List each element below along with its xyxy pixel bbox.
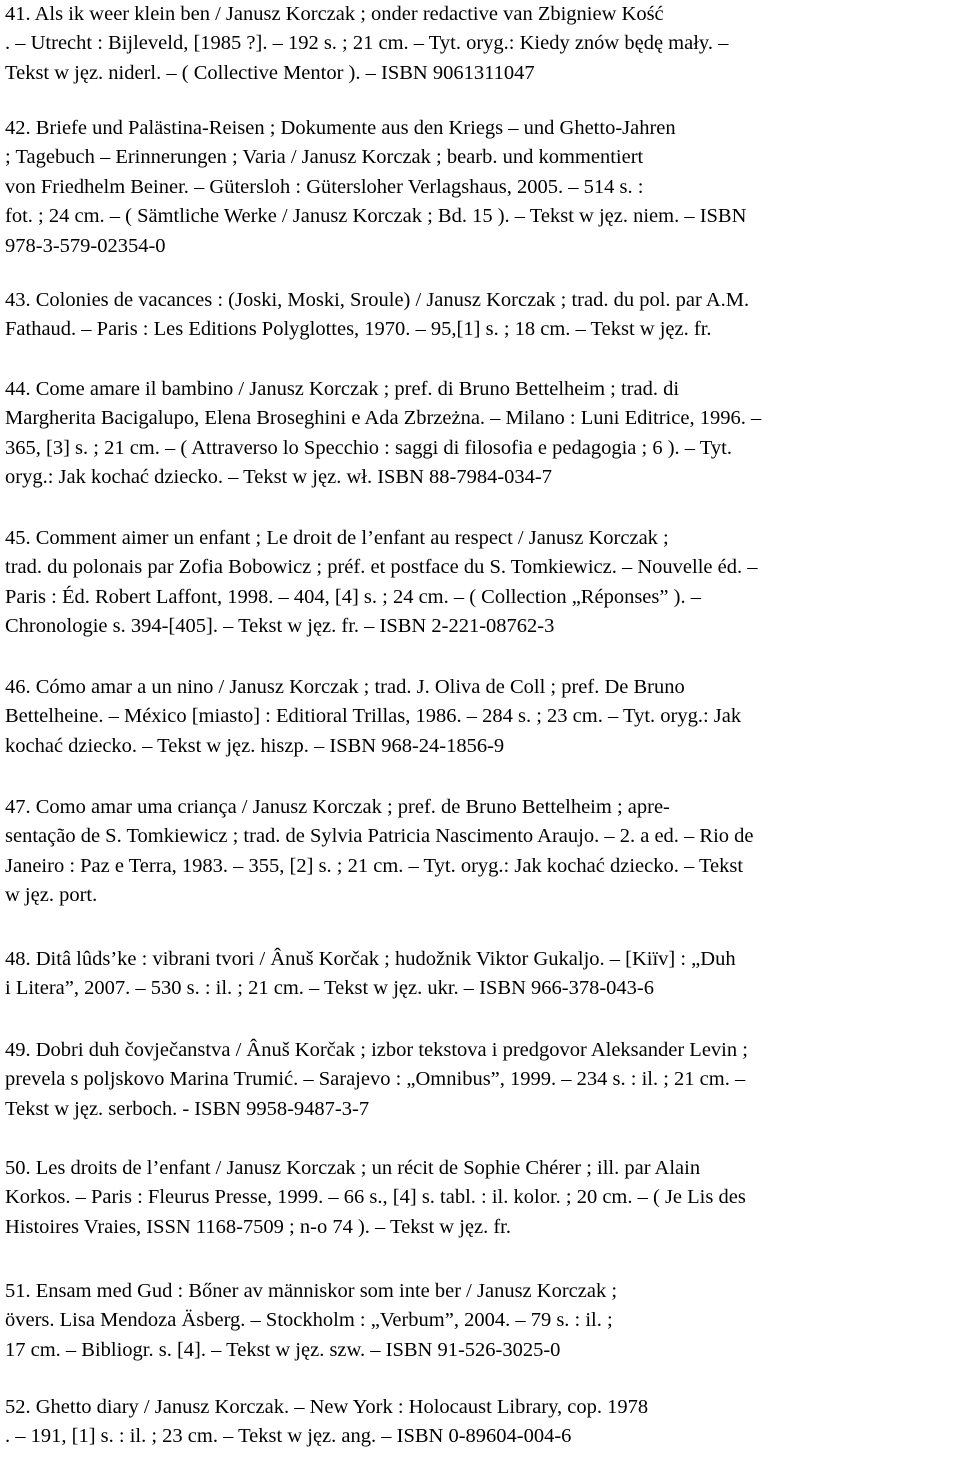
entry-line: . – Utrecht : Bijleveld, [1985 ?]. – 192 s. ; 21 cm. – Tyt. oryg.: Kiedy znów będę mały. – [5,32,729,55]
entry-line: . – 191, [1] s. : il. ; 23 cm. – Tekst w jęz. ang. – ISBN 0-89604-004-6 [5,1425,572,1448]
entry-line: ; Tagebuch – Erinnerungen ; Varia / Janusz Korczak ; bearb. und kommentiert [5,146,644,169]
bibliography-entry-48 [5,945,955,1004]
entry-line: kochać dziecko. – Tekst w jęz. hiszp. – ISBN 968-24-1856-9 [5,734,505,757]
bibliography-entry-42 [5,114,955,261]
bibliography-entry-49 [5,1036,955,1124]
entry-line: Tekst w jęz. serboch. - ISBN 9958-9487-3-7 [5,1097,370,1120]
entry-line: 51. Ensam med Gud : Bőner av människor som inte ber / Janusz Korczak ; [5,1280,618,1302]
entry-line: von Friedhelm Beiner. – Gütersloh : Gütersloher Verlagshaus, 2005. – 514 s. : [5,175,644,198]
entry-line: 45. Comment aimer un enfant ; Le droit de l’enfant au respect / Janusz Korczak ; [5,527,669,549]
bibliography-entry-52 [5,1393,955,1452]
entry-line: w jęz. port. [5,884,98,907]
bibliography-entry-50 [5,1154,955,1242]
bibliography-entry-43 [5,286,955,345]
bibliography-entry-45 [5,524,955,642]
entry-line: 48. Ditâ lûds’ke : vibrani tvori / Ânuš Korčak ; hudožnik Viktor Gukaljo. – [Kiïv] : „Duh [5,948,736,970]
entry-line: trad. du polonais par Zofia Bobowicz ; préf. et postface du S. Tomkiewicz. – Nouvelle éd. – [5,556,758,579]
entry-line: 42. Briefe und Palästina-Reisen ; Dokumente aus den Kriegs – und Ghetto-Jahren [5,117,676,139]
bibliography-entry-46 [5,673,955,761]
entry-line: 978-3-579-02354-0 [5,234,166,257]
entry-line: 43. Colonies de vacances : (Joski, Moski, Sroule) / Janusz Korczak ; trad. du pol. par A.M. [5,289,750,311]
entry-line: Bettelheine. – México [miasto] : Editioral Trillas, 1986. – 284 s. ; 23 cm. – Tyt. oryg.: Jak [5,705,742,728]
entry-line: oryg.: Jak kochać dziecko. – Tekst w jęz. wł. ISBN 88-7984-034-7 [5,466,553,489]
entry-line: 365, [3] s. ; 21 cm. – ( Attraverso lo Specchio : saggi di filosofia e pedagogia ; 6 ). – Tyt. [5,436,732,459]
entry-line: 41. Als ik weer klein ben / Janusz Korczak ; onder redactive van Zbigniew Kość [5,3,664,25]
bibliography-entry-51 [5,1277,955,1365]
entry-line: Korkos. – Paris : Fleurus Presse, 1999. – 66 s., [4] s. tabl. : il. kolor. ; 20 cm. – ( Je Lis des [5,1186,746,1209]
entry-line: Histoires Vraies, ISSN 1168-7509 ; n-o 74 ). – Tekst w jęz. fr. [5,1215,511,1238]
entry-line: övers. Lisa Mendoza Äsberg. – Stockholm : „Verbum”, 2004. – 79 s. : il. ; [5,1309,613,1332]
entry-line: Tekst w jęz. niderl. – ( Collective Mentor ). – ISBN 9061311047 [5,61,535,84]
entry-line: fot. ; 24 cm. – ( Sämtliche Werke / Janusz Korczak ; Bd. 15 ). – Tekst w jęz. niem. – ISBN [5,205,747,228]
entry-line: 46. Cómo amar a un nino / Janusz Korczak ; trad. J. Oliva de Coll ; pref. De Bruno [5,676,685,698]
entry-line: 49. Dobri duh čovječanstva / Ânuš Korčak ; izbor tekstova i predgovor Aleksander Levin ; [5,1039,748,1061]
entry-line: 47. Como amar uma criança / Janusz Korczak ; pref. de Bruno Bettelheim ; apre- [5,796,670,818]
bibliography-entry-41 [5,0,955,88]
entry-line: prevela s poljskovo Marina Trumić. – Sarajevo : „Omnibus”, 1999. – 234 s. : il. ; 21 cm. – [5,1068,746,1091]
entry-line: 44. Come amare il bambino / Janusz Korczak ; pref. di Bruno Bettelheim ; trad. di [5,378,680,400]
entry-line: i Litera”, 2007. – 530 s. : il. ; 21 cm. – Tekst w jęz. ukr. – ISBN 966-378-043-6 [5,977,654,1000]
entry-line: sentação de S. Tomkiewicz ; trad. de Sylvia Patricia Nascimento Araujo. – 2. a ed. – Rio de [5,825,754,848]
entry-line: Fathaud. – Paris : Les Editions Polyglottes, 1970. – 95,[1] s. ; 18 cm. – Tekst w jęz. fr. [5,318,712,341]
entry-line: Janeiro : Paz e Terra, 1983. – 355, [2] s. ; 21 cm. – Tyt. oryg.: Jak kochać dziecko. – Tekst [5,854,744,877]
bibliography-entry-47 [5,793,955,911]
bibliography-entry-44 [5,375,955,493]
entry-line: 50. Les droits de l’enfant / Janusz Korczak ; un récit de Sophie Chérer ; ill. par Alain [5,1157,701,1179]
entry-line: 17 cm. – Bibliogr. s. [4]. – Tekst w jęz. szw. – ISBN 91-526-3025-0 [5,1338,561,1361]
entry-line: Margherita Bacigalupo, Elena Broseghini e Ada Zbrzeżna. – Milano : Luni Editrice, 1996. – [5,407,762,430]
entry-line: 52. Ghetto diary / Janusz Korczak. – New York : Holocaust Library, cop. 1978 [5,1396,649,1418]
entry-line: Chronologie s. 394-[405]. – Tekst w jęz. fr. – ISBN 2-221-08762-3 [5,615,555,638]
entry-line: Paris : Éd. Robert Laffont, 1998. – 404, [4] s. ; 24 cm. – ( Collection „Réponses” ). – [5,585,701,608]
